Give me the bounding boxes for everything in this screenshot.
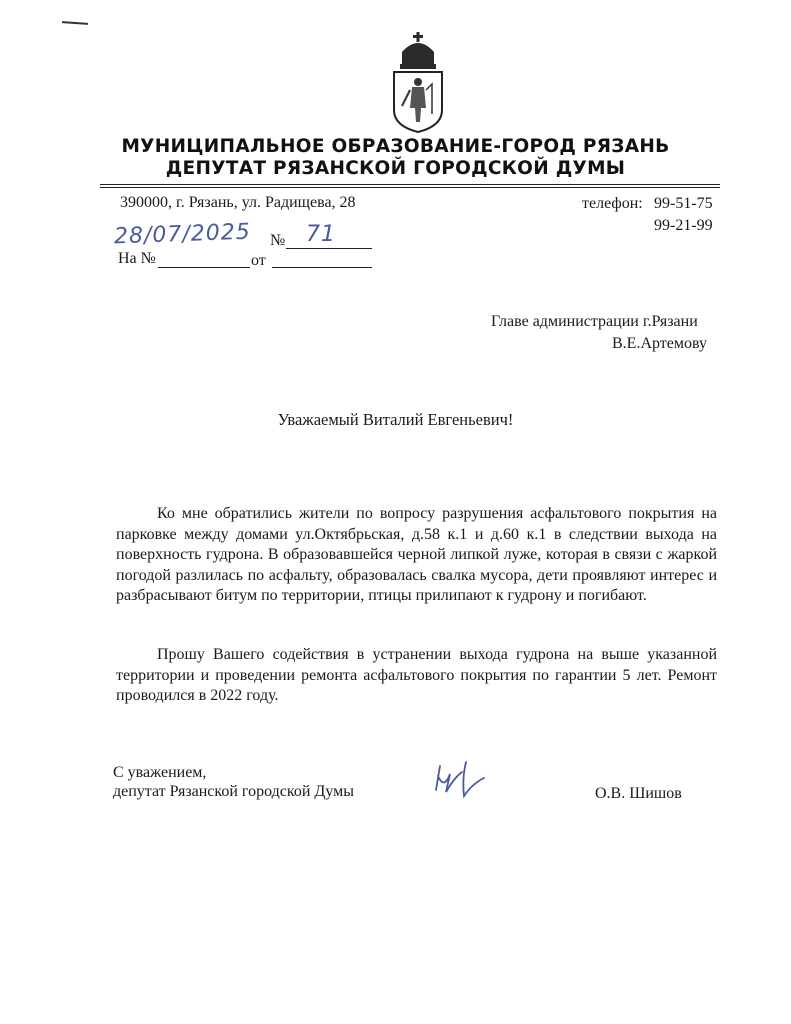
ryazan-coat-of-arms-icon — [388, 30, 448, 134]
body-paragraph-1: Ко мне обратились жители по вопросу разрушения асфальтового покрытия на парковке между домами ул.Октябрьская, д.58 к.1 и д.60 к.1 в следствии выхода на поверхность гудрона. В образовавшейся черной липкой луже, которая в связи с жаркой погодой разлилась по асфальту, образовалась свалка мусора, дети проявляют интерес и разбрасывают битум по территории, птицы прилипают к гудрону и погибают. — [116, 505, 717, 605]
closing-phrase: С уважением, — [113, 764, 207, 781]
salutation: Уважаемый Виталий Евгеньевич! — [277, 410, 514, 429]
body-paragraph-2: Прошу Вашего содействия в устранении выхода гудрона на выше указанной территории и проведении ремонта асфальтового покрытия по гарантии 5 лет. Ремонт проводился в 2022 году. — [116, 646, 717, 705]
number-sign: № — [270, 232, 286, 249]
recipient-position: Главе администрации г.Рязани — [491, 313, 698, 330]
sender-address: 390000, г. Рязань, ул. Радищева, 28 — [120, 194, 356, 211]
organization-title: МУНИЦИПАЛЬНОЕ ОБРАЗОВАНИЕ-ГОРОД РЯЗАНЬ — [121, 136, 670, 157]
handwritten-signature — [432, 756, 512, 800]
recipient-name: В.Е.Артемову — [612, 335, 708, 352]
deputy-title: ДЕПУТАТ РЯЗАНСКОЙ ГОРОДСКОЙ ДУМЫ — [165, 158, 626, 179]
number-underline — [286, 248, 372, 249]
handwritten-date: 28/07/2025 — [113, 219, 252, 250]
header-divider-second — [100, 187, 720, 188]
handwritten-number: 71 — [306, 222, 336, 247]
signer-name: О.В. Шишов — [595, 785, 682, 802]
reply-date-underline — [272, 267, 372, 268]
phone-number-2: 99-21-99 — [654, 217, 713, 234]
phone-number-1: 99-51-75 — [654, 195, 713, 212]
margin-mark — [62, 21, 88, 25]
signer-position: депутат Рязанской городской Думы — [113, 783, 354, 800]
from-label: от — [251, 252, 266, 269]
in-reply-label: На № — [118, 250, 156, 267]
phone-label: телефон: — [582, 195, 643, 212]
reply-number-underline — [158, 267, 250, 268]
header-divider — [100, 184, 720, 185]
